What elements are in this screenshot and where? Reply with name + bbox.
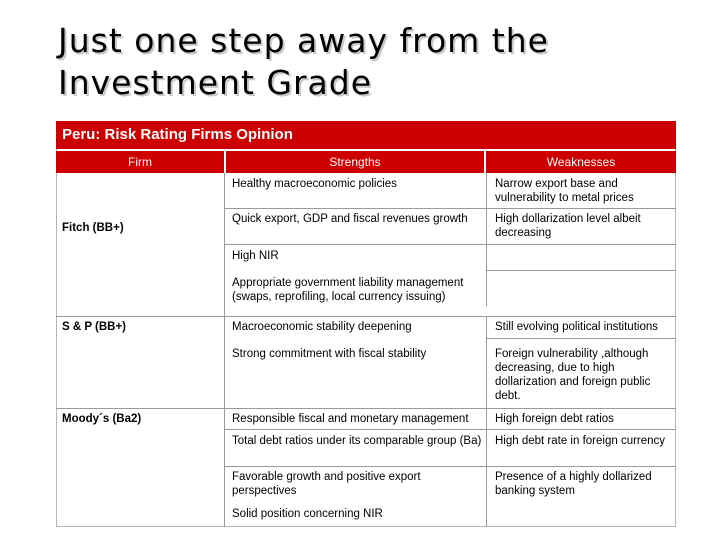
title-line-1: Just one step away from the xyxy=(58,21,549,60)
row-divider xyxy=(224,429,676,430)
header-firm: Firm xyxy=(56,151,224,173)
column-divider-firm xyxy=(224,173,225,527)
strength-cell: Appropriate government liability management (swaps, reprofiling, local currency issuing) xyxy=(232,277,464,303)
row-divider xyxy=(486,270,676,271)
firm-sp: S & P (BB+) xyxy=(62,321,127,333)
weakness-cell: Narrow export base and vulnerability to metal prices xyxy=(495,178,634,204)
table-banner: Peru: Risk Rating Firms Opinion xyxy=(56,121,676,149)
weakness-cell: High foreign debt ratios xyxy=(495,413,614,425)
strength-cell: Solid position concerning NIR xyxy=(232,508,383,520)
column-divider-weak-2 xyxy=(486,316,487,527)
firm-moodys: Moody´s (Ba2) xyxy=(62,413,142,425)
strength-cell: Healthy macroeconomic policies xyxy=(232,178,397,190)
strength-cell: Favorable growth and positive export perspectives xyxy=(232,471,421,497)
row-divider xyxy=(224,466,676,467)
strength-cell: Responsible fiscal and monetary management xyxy=(232,413,469,425)
header-strengths: Strengths xyxy=(226,151,484,173)
header-weaknesses: Weaknesses xyxy=(486,151,676,173)
weakness-cell: High dollarization level albeit decreasing xyxy=(495,213,641,239)
strength-cell: Macroeconomic stability deepening xyxy=(232,321,412,333)
weakness-cell: Presence of a highly dollarized banking system xyxy=(495,471,652,497)
weakness-cell: Still evolving political institutions xyxy=(495,321,658,333)
slide-title xyxy=(58,20,678,104)
strength-cell: Quick export, GDP and fiscal revenues growth xyxy=(232,213,468,225)
row-divider xyxy=(56,408,676,409)
strength-cell: Total debt ratios under its comparable group (Ba) xyxy=(232,435,482,447)
row-divider xyxy=(224,208,676,209)
title-line-2: Investment Grade xyxy=(58,63,373,102)
row-divider xyxy=(486,338,676,339)
column-divider-weak-1 xyxy=(486,173,487,306)
firm-fitch: Fitch (BB+) xyxy=(62,222,124,234)
weakness-cell: Foreign vulnerability ,although decreasing, due to high dollarization and foreign public debt. xyxy=(495,348,651,402)
row-divider xyxy=(56,316,676,317)
row-divider xyxy=(224,244,676,245)
weakness-cell: High debt rate in foreign currency xyxy=(495,435,666,447)
strength-cell: High NIR xyxy=(232,250,279,262)
strength-cell: Strong commitment with fiscal stability xyxy=(232,348,427,360)
